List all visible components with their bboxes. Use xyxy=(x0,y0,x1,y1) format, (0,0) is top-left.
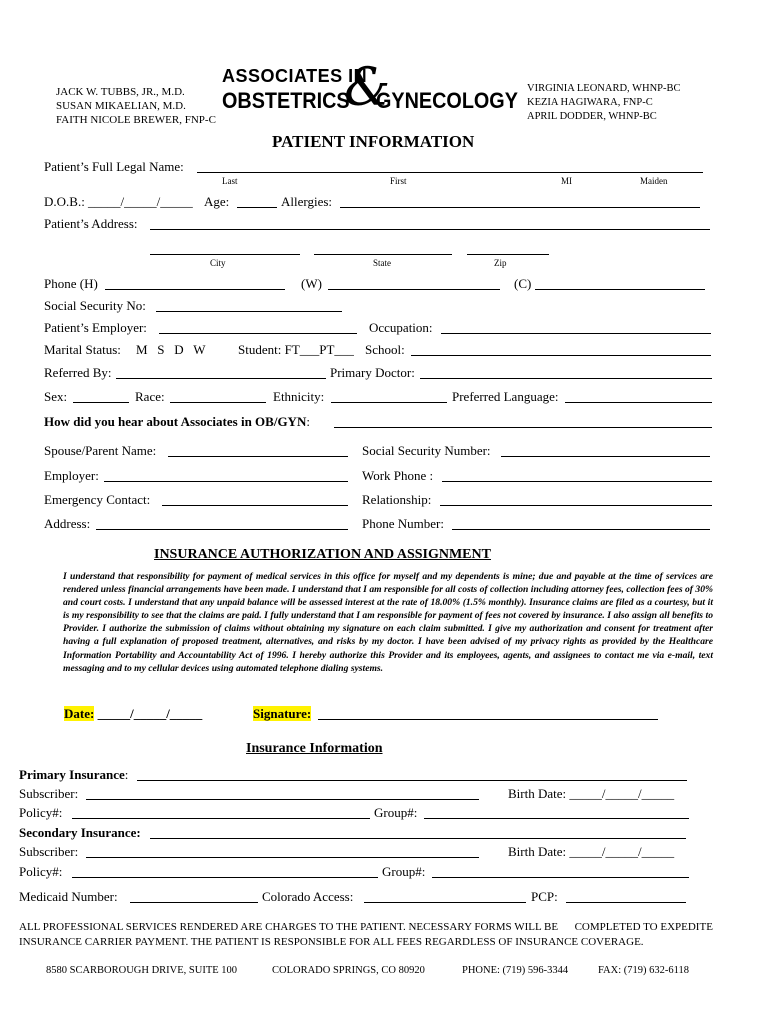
ethnicity-field[interactable] xyxy=(331,402,447,403)
spouse-work-phone-field[interactable] xyxy=(442,481,712,482)
signature-field[interactable] xyxy=(318,719,658,720)
sublabel-zip: Zip xyxy=(494,258,507,268)
allergies-label: Allergies: xyxy=(281,194,333,209)
spouse-employer-label: Employer: xyxy=(44,468,99,483)
signature-label-wrap xyxy=(253,706,311,722)
spouse-name-field[interactable] xyxy=(168,456,348,457)
allergies-field[interactable] xyxy=(340,207,700,208)
subscriber-field[interactable] xyxy=(86,799,479,800)
logo-text-gynecology: GYNECOLOGY xyxy=(376,88,518,113)
occupation-field[interactable] xyxy=(441,333,711,334)
spouse-work-phone-label: Work Phone : xyxy=(362,468,434,483)
full-name-field[interactable] xyxy=(197,172,703,173)
how-hear-label xyxy=(44,414,310,430)
employer-label: Patient’s Employer: xyxy=(44,320,147,335)
ethnicity-label: Ethnicity: xyxy=(273,389,325,404)
authorization-heading: INSURANCE AUTHORIZATION AND ASSIGNMENT xyxy=(154,547,491,562)
doctor-name: FAITH NICOLE BREWER, FNP-C xyxy=(56,114,216,126)
emergency-field[interactable] xyxy=(162,505,348,506)
doctor-name: VIRGINIA LEONARD, WHNP-BC xyxy=(527,83,681,94)
spouse-phone-label: Phone Number: xyxy=(362,516,444,531)
subscriber2-label: Subscriber: xyxy=(19,844,79,859)
primary-insurance-label xyxy=(19,767,128,783)
how-hear-field[interactable] xyxy=(334,427,712,428)
doctor-name: JACK W. TUBBS, JR., M.D. xyxy=(56,86,185,98)
marital-label: Marital Status: xyxy=(44,342,121,357)
doctor-name: APRIL DODDER, WHNP-BC xyxy=(527,111,657,122)
footer-fax: FAX: (719) 632-6118 xyxy=(598,965,689,976)
language-label: Preferred Language: xyxy=(452,389,559,404)
sublabel-first: First xyxy=(390,176,407,186)
address-field[interactable] xyxy=(150,229,710,230)
city-field[interactable] xyxy=(150,254,300,255)
policy2-field[interactable] xyxy=(72,877,378,878)
policy2-label: Policy#: xyxy=(19,864,63,879)
emergency-label: Emergency Contact: xyxy=(44,492,151,507)
medicaid-label: Medicaid Number: xyxy=(19,889,118,904)
language-field[interactable] xyxy=(565,402,712,403)
colorado-access-label: Colorado Access: xyxy=(262,889,354,904)
doctor-list-left xyxy=(56,85,216,127)
logo-ampersand: & xyxy=(344,58,391,118)
page-title: PATIENT INFORMATION xyxy=(272,132,475,151)
group-label: Group#: xyxy=(374,805,418,820)
how-hear-text: How did you hear about Associates in OB/GYN xyxy=(44,414,307,429)
dob-field[interactable]: D.O.B.: _____/_____/_____ xyxy=(44,194,193,209)
address-label: Patient’s Address: xyxy=(44,216,138,231)
sublabel-state: State xyxy=(373,258,391,268)
primary-doctor-label: Primary Doctor: xyxy=(330,365,415,380)
billing-disclaimer: ALL PROFESSIONAL SERVICES RENDERED ARE CHARGES TO THE PATIENT. NECESSARY FORMS WILL BE COMPLETED TO EXPEDITE INSURANCE CARRIER PAYMENT. THE PATIENT IS RESPONSIBLE FOR ALL FEES REGARDLESS OF INSURANCE COVERAGE. xyxy=(19,921,716,948)
primary-doctor-field[interactable] xyxy=(420,378,712,379)
employer-field[interactable] xyxy=(159,333,357,334)
authorization-text: I understand that responsibility for payment of medical services in this office for myself and my dependents is mine; due and payable at the time of services are rendered unless financial arrangements have been made. I understand that I am responsible for all costs of collection including attorney fees, collection fees of 30% and court costs. I understand that any unpaid balance will be assessed interest at the rate of 18.00% (1.5% monthly). Insurance claims are filed as a courtesy, but it is my responsibility to see that the claims are paid. I fully understand that I am responsible for payment of fees not covered by insurance. I also assign all benefits to Provider. I authorize the submission of claims without obtaining my signature on each claim submitted. I give my authorization and consent for treatment after having a full explanation of proposed treatment, alternatives, and risks by my doctor. I have been advised of my privacy rights as provided by the Healthcare Information Portability and Accountability Act of 1996. I hereby authorize this Provider and its employees, agents, and assignees to contact me via e-mail, text messaging and to my cellular devices using automated telephone dialing systems. xyxy=(63,571,713,674)
phone-cell-field[interactable] xyxy=(535,289,705,290)
primary-insurance-text: Primary Insurance xyxy=(19,767,125,782)
logo-text-obstetrics: OBSTETRICS xyxy=(222,88,350,113)
sex-label: Sex: xyxy=(44,389,68,404)
footer-city: COLORADO SPRINGS, CO 80920 xyxy=(272,965,425,976)
age-field[interactable] xyxy=(237,207,277,208)
relationship-label: Relationship: xyxy=(362,492,432,507)
birth-date2-field[interactable]: Birth Date: _____/_____/_____ xyxy=(508,844,675,859)
school-label: School: xyxy=(365,342,405,357)
doctor-name: KEZIA HAGIWARA, FNP-C xyxy=(527,97,653,108)
school-field[interactable] xyxy=(411,355,711,356)
doctor-name: SUSAN MIKAELIAN, M.D. xyxy=(56,100,186,112)
policy-label: Policy#: xyxy=(19,805,63,820)
spouse-ssn-label: Social Security Number: xyxy=(362,443,491,458)
policy-field[interactable] xyxy=(72,818,370,819)
phone-work-label: (W) xyxy=(301,276,322,291)
insurance-heading: Insurance Information xyxy=(246,741,383,756)
pcp-label: PCP: xyxy=(531,889,558,904)
race-field[interactable] xyxy=(170,402,266,403)
spouse-address-field[interactable] xyxy=(96,529,348,530)
date-label: Date: xyxy=(64,706,95,721)
subscriber2-field[interactable] xyxy=(86,857,479,858)
spouse-name-label: Spouse/Parent Name: xyxy=(44,443,157,458)
medicaid-field[interactable] xyxy=(130,902,258,903)
secondary-insurance-field[interactable] xyxy=(150,838,686,839)
how-hear-colon: : xyxy=(306,414,310,429)
spouse-employer-field[interactable] xyxy=(104,481,348,482)
footer-address: 8580 SCARBOROUGH DRIVE, SUITE 100 xyxy=(46,965,238,976)
sublabel-mi: MI xyxy=(561,176,572,186)
date-field[interactable]: _____/_____/_____ xyxy=(94,706,203,721)
footer-phone: PHONE: (719) 596-3344 xyxy=(462,965,569,976)
spouse-address-label: Address: xyxy=(44,516,91,531)
full-name-label: Patient’s Full Legal Name: xyxy=(44,159,184,174)
group2-label: Group#: xyxy=(382,864,426,879)
sex-field[interactable] xyxy=(73,402,129,403)
primary-insurance-colon: : xyxy=(124,767,129,782)
primary-insurance-field[interactable] xyxy=(137,780,687,781)
student-field[interactable]: Student: FT___PT___ xyxy=(238,342,354,357)
state-field[interactable] xyxy=(314,254,452,255)
ssn-label: Social Security No: xyxy=(44,298,146,313)
colorado-access-field[interactable] xyxy=(364,902,526,903)
phone-cell-label: (C) xyxy=(514,276,532,291)
phone-work-field[interactable] xyxy=(328,289,500,290)
spouse-ssn-field[interactable] xyxy=(501,456,710,457)
signature-label: Signature: xyxy=(253,706,312,721)
pcp-field[interactable] xyxy=(566,902,686,903)
referred-label: Referred By: xyxy=(44,365,112,380)
secondary-insurance-label: Secondary Insurance: xyxy=(19,825,141,840)
spouse-phone-field[interactable] xyxy=(452,529,710,530)
date-row xyxy=(64,706,202,722)
birth-date-field[interactable]: Birth Date: _____/_____/_____ xyxy=(508,786,675,801)
doctor-list-right xyxy=(527,82,681,124)
marital-options[interactable]: M S D W xyxy=(136,342,206,357)
sublabel-last: Last xyxy=(222,176,238,186)
occupation-label: Occupation: xyxy=(369,320,433,335)
sublabel-city: City xyxy=(210,258,226,268)
phone-home-label: Phone (H) xyxy=(44,276,98,291)
subscriber-label: Subscriber: xyxy=(19,786,79,801)
age-label: Age: xyxy=(204,194,230,209)
logo-text-top: ASSOCIATES IN xyxy=(222,66,368,86)
ssn-field[interactable] xyxy=(156,311,342,312)
sublabel-maiden: Maiden xyxy=(640,176,668,186)
relationship-field[interactable] xyxy=(440,505,712,506)
zip-field[interactable] xyxy=(467,254,549,255)
group2-field[interactable] xyxy=(432,877,689,878)
race-label: Race: xyxy=(135,389,165,404)
group-field[interactable] xyxy=(424,818,689,819)
phone-home-field[interactable] xyxy=(105,289,285,290)
referred-field[interactable] xyxy=(116,378,326,379)
